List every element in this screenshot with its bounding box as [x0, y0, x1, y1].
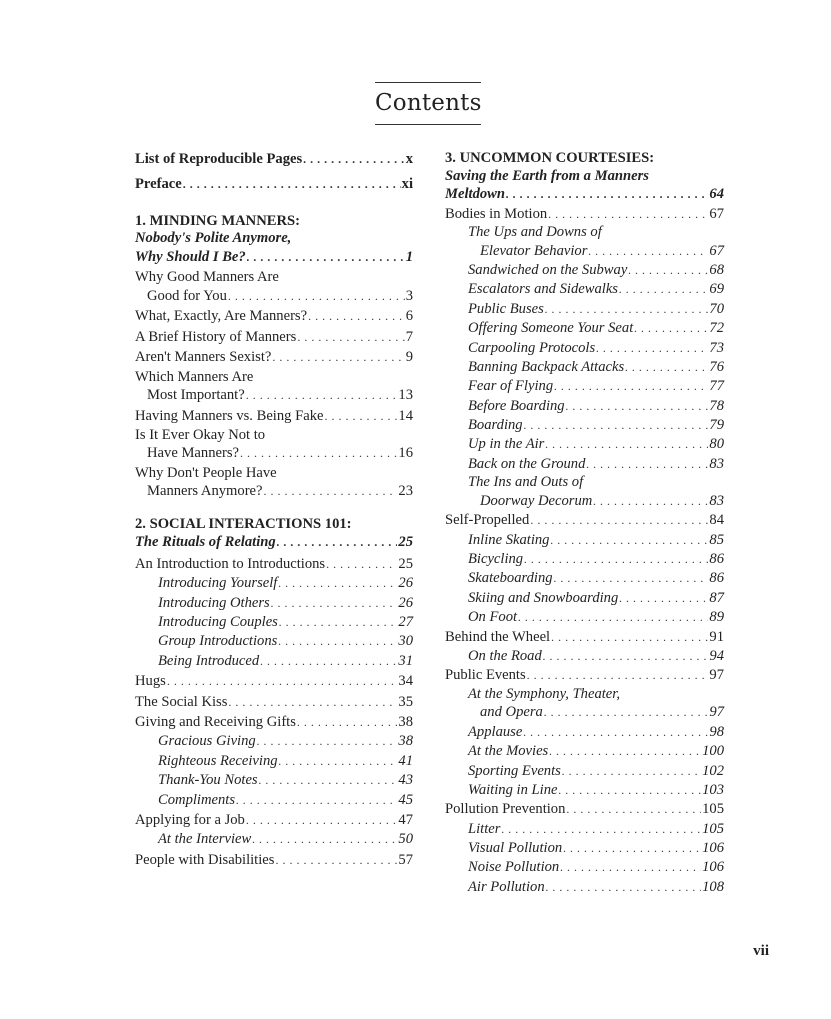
- leader-dots: [271, 594, 398, 613]
- entry-label: Having Manners vs. Being Fake: [135, 407, 324, 424]
- entry-label: Manners Anymore?: [147, 483, 263, 500]
- chapter-1-subtitle-line1: Nobody's Polite Anymore,: [135, 230, 292, 247]
- entry-page: 89: [709, 609, 724, 626]
- leader-dots: [586, 455, 708, 474]
- entry-page: 103: [702, 781, 724, 798]
- entry-page: 67: [709, 242, 724, 259]
- entry-label: Escalators and Sidewalks: [468, 281, 618, 298]
- leader-dots: [518, 608, 708, 627]
- toc-subentry[interactable]: [445, 781, 724, 800]
- entry-page: 79: [709, 417, 724, 434]
- entry-page: xi: [401, 176, 413, 193]
- leader-dots: [560, 858, 701, 877]
- toc-entry[interactable]: [445, 628, 724, 647]
- leader-dots: [619, 280, 708, 299]
- leader-dots: [246, 811, 398, 830]
- toc-subentry[interactable]: [445, 531, 724, 550]
- entry-label: Preface: [135, 176, 182, 193]
- toc-subentry[interactable]: [445, 319, 724, 338]
- entry-label: Self-Propelled: [445, 512, 530, 529]
- leader-dots: [634, 319, 708, 338]
- toc-entry-label-line: Is It Ever Okay Not to: [135, 426, 266, 443]
- entry-label: Noise Pollution: [468, 859, 560, 876]
- leader-dots: [297, 328, 404, 347]
- toc-subentry[interactable]: [445, 589, 724, 608]
- entry-label: Skateboarding: [468, 570, 553, 587]
- entry-page: 43: [398, 772, 413, 789]
- entry-label: Public Buses: [468, 300, 544, 317]
- entry-page: 98: [709, 723, 724, 740]
- leader-dots: [264, 482, 398, 501]
- entry-page: 83: [709, 455, 724, 472]
- entry-page: 25: [398, 555, 413, 572]
- toc-subentry[interactable]: [445, 492, 724, 511]
- toc-entry[interactable]: [135, 348, 413, 367]
- entry-page: 23: [398, 483, 413, 500]
- toc-entry-reproducible[interactable]: [135, 150, 413, 169]
- entry-page: 86: [709, 570, 724, 587]
- entry-label: What, Exactly, Are Manners?: [135, 308, 308, 325]
- toc-subentry[interactable]: [445, 878, 724, 897]
- toc-entry[interactable]: [135, 444, 413, 463]
- entry-label: People with Disabilities: [135, 851, 275, 868]
- entry-label: Introducing Couples: [158, 614, 278, 631]
- chapter-2-heading: 2. SOCIAL INTERACTIONS 101:: [135, 515, 352, 532]
- entry-label: and Opera: [480, 704, 543, 721]
- entry-page: 80: [709, 436, 724, 453]
- leader-dots: [544, 703, 709, 722]
- entry-page: 57: [398, 851, 413, 868]
- entry-label: Compliments: [158, 791, 236, 808]
- entry-page: 13: [398, 387, 413, 404]
- chapter-1-entry[interactable]: [135, 248, 413, 267]
- leader-dots: [530, 511, 708, 530]
- entry-label: Up in the Air: [468, 436, 545, 453]
- entry-page: x: [405, 151, 413, 167]
- entry-page: 91: [709, 628, 724, 645]
- entry-label: Thank-You Notes: [158, 772, 258, 789]
- toc-entry[interactable]: [135, 386, 413, 405]
- entry-page: 16: [398, 445, 413, 462]
- leader-dots: [628, 261, 708, 280]
- entry-label: List of Reproducible Pages: [135, 151, 303, 167]
- toc-subentry[interactable]: [135, 771, 413, 790]
- entry-page: 84: [709, 512, 724, 529]
- toc-subentry[interactable]: [135, 652, 413, 671]
- toc-entry[interactable]: [445, 205, 724, 224]
- toc-subentry[interactable]: [445, 608, 724, 627]
- entry-label: Elevator Behavior: [480, 242, 588, 259]
- entry-page: 108: [702, 878, 724, 895]
- leader-dots: [550, 531, 708, 550]
- entry-label: Pollution Prevention: [445, 801, 566, 818]
- entry-label: Applying for a Job: [135, 811, 245, 828]
- entry-page: 3: [405, 287, 413, 304]
- entry-label: Applause: [468, 723, 523, 740]
- chapter-2-entry[interactable]: [135, 533, 413, 552]
- entry-label: Bodies in Motion: [445, 205, 548, 222]
- leader-dots: [252, 830, 397, 849]
- toc-entry[interactable]: [135, 811, 413, 830]
- leader-dots: [588, 242, 708, 261]
- entry-label: Banning Backpack Attacks: [468, 358, 625, 375]
- leader-dots: [546, 878, 701, 897]
- leader-dots: [524, 416, 709, 435]
- leader-dots: [228, 287, 405, 306]
- entry-page: 86: [709, 551, 724, 568]
- leader-dots: [543, 647, 709, 666]
- toc-entry[interactable]: [135, 328, 413, 347]
- toc-entry[interactable]: [445, 666, 724, 685]
- entry-page: 102: [702, 762, 724, 779]
- entry-label: Have Manners?: [147, 445, 239, 462]
- toc-subentry[interactable]: [135, 613, 413, 632]
- toc-subentry[interactable]: [135, 632, 413, 651]
- toc-subentry[interactable]: [445, 762, 724, 781]
- leader-dots: [278, 574, 397, 593]
- chapter-3-entry[interactable]: [445, 185, 724, 204]
- entry-page: 105: [702, 820, 724, 837]
- leader-dots: [246, 386, 398, 405]
- entry-page: 38: [398, 713, 413, 730]
- entry-label: The Rituals of Relating: [135, 534, 276, 551]
- entry-page: 85: [709, 531, 724, 548]
- entry-page: 31: [398, 652, 413, 669]
- entry-page: 26: [398, 594, 413, 611]
- entry-page: 100: [702, 743, 724, 760]
- entry-label: Sandwiched on the Subway: [468, 261, 628, 278]
- entry-page: 106: [702, 840, 724, 857]
- leader-dots: [279, 613, 398, 632]
- entry-label: Air Pollution: [468, 878, 545, 895]
- toc-subentry-label-line: The Ups and Downs of: [468, 223, 602, 240]
- chapter-3-subtitle-line1: Saving the Earth from a Manners: [445, 167, 649, 184]
- leader-dots: [167, 672, 398, 691]
- entry-label: Introducing Yourself: [158, 575, 278, 592]
- entry-label: Back on the Ground: [468, 455, 586, 472]
- toc-subentry[interactable]: [445, 242, 724, 261]
- toc-subentry[interactable]: [445, 435, 724, 454]
- leader-dots: [297, 713, 397, 732]
- entry-page: 77: [709, 378, 724, 395]
- leader-dots: [545, 300, 709, 319]
- leader-dots: [324, 407, 397, 426]
- leader-dots: [625, 358, 708, 377]
- toc-subentry[interactable]: [445, 455, 724, 474]
- entry-page: 41: [398, 752, 413, 769]
- entry-page: 94: [709, 647, 724, 664]
- entry-label: Inline Skating: [468, 531, 550, 548]
- leader-dots: [554, 569, 709, 588]
- entry-page: 72: [709, 320, 724, 337]
- toc-left-column: [135, 150, 413, 870]
- entry-label: Hugs: [135, 673, 166, 690]
- leader-dots: [527, 666, 709, 685]
- entry-page: 70: [709, 300, 724, 317]
- leader-dots: [596, 339, 708, 358]
- toc-subentry[interactable]: [135, 574, 413, 593]
- entry-page: 50: [398, 831, 413, 848]
- toc-subentry[interactable]: [135, 791, 413, 810]
- entry-page: 106: [702, 859, 724, 876]
- toc-subentry[interactable]: [445, 550, 724, 569]
- toc-entry[interactable]: [135, 672, 413, 691]
- entry-page: 97: [709, 704, 724, 721]
- toc-subentry[interactable]: [445, 280, 724, 299]
- toc-subentry-label-line: At the Symphony, Theater,: [468, 685, 620, 702]
- entry-page: 38: [398, 733, 413, 750]
- entry-page: 35: [398, 693, 413, 710]
- entry-page: 26: [398, 575, 413, 592]
- leader-dots: [524, 550, 708, 569]
- toc-subentry[interactable]: [445, 261, 724, 280]
- toc-entry-label-line: Why Good Manners Are: [135, 269, 279, 286]
- toc-entry[interactable]: [135, 555, 413, 574]
- toc-subentry[interactable]: [135, 732, 413, 751]
- entry-page: 1: [405, 248, 413, 265]
- entry-label: Fear of Flying: [468, 378, 554, 395]
- entry-label: Good for You: [147, 287, 227, 304]
- toc-entry[interactable]: [135, 693, 413, 712]
- entry-label: Most Important?: [147, 387, 245, 404]
- entry-page: 68: [709, 261, 724, 278]
- leader-dots: [183, 175, 401, 194]
- toc-entry[interactable]: [135, 407, 413, 426]
- leader-dots: [240, 444, 397, 463]
- toc-entry[interactable]: [135, 851, 413, 870]
- toc-subentry[interactable]: [135, 752, 413, 771]
- entry-page: 30: [398, 633, 413, 650]
- leader-dots: [562, 762, 701, 781]
- toc-subentry[interactable]: [445, 742, 724, 761]
- entry-page: 7: [405, 328, 413, 345]
- entry-page: 73: [709, 339, 724, 356]
- leader-dots: [303, 150, 405, 169]
- entry-label: Sporting Events: [468, 762, 561, 779]
- toc-subentry-label-line: The Ins and Outs of: [468, 474, 584, 491]
- leader-dots: [549, 742, 701, 761]
- toc-right-column: [445, 150, 724, 897]
- chapter-3-heading: 3. UNCOMMON COURTESIES:: [445, 150, 655, 166]
- toc-entry-label-line: Which Manners Are: [135, 368, 254, 385]
- entry-page: 25: [398, 534, 413, 551]
- leader-dots: [558, 781, 701, 800]
- entry-page: 34: [398, 673, 413, 690]
- entry-label: Aren't Manners Sexist?: [135, 349, 272, 366]
- entry-label: Before Boarding: [468, 397, 565, 414]
- toc-entry[interactable]: [445, 511, 724, 530]
- entry-page: 6: [405, 308, 413, 325]
- leader-dots: [228, 693, 397, 712]
- chapter-1-heading: 1. MINDING MANNERS:: [135, 212, 300, 229]
- leader-dots: [545, 435, 708, 454]
- leader-dots: [236, 791, 397, 810]
- toc-entry[interactable]: [445, 800, 724, 819]
- entry-page: 47: [398, 811, 413, 828]
- entry-label: Why Should I Be?: [135, 248, 246, 265]
- toc-subentry[interactable]: [135, 594, 413, 613]
- toc-entry[interactable]: [135, 307, 413, 326]
- entry-label: At the Movies: [468, 743, 549, 760]
- entry-label: Offering Someone Your Seat: [468, 320, 634, 337]
- page-number: vii: [753, 943, 769, 959]
- entry-page: 97: [709, 667, 724, 684]
- entry-label: Bicycling: [468, 551, 524, 568]
- leader-dots: [563, 839, 701, 858]
- leader-dots: [501, 820, 701, 839]
- leader-dots: [259, 771, 398, 790]
- entry-label: Doorway Decorum: [480, 492, 593, 509]
- entry-page: 76: [709, 358, 724, 375]
- entry-label: Group Introductions: [158, 633, 278, 650]
- entry-label: Public Events: [445, 667, 526, 684]
- entry-label: Boarding: [468, 417, 523, 434]
- leader-dots: [278, 632, 397, 651]
- toc-subentry[interactable]: [445, 397, 724, 416]
- leader-dots: [554, 377, 708, 396]
- toc-subentry[interactable]: [445, 839, 724, 858]
- leader-dots: [619, 589, 708, 608]
- entry-page: 14: [398, 407, 413, 424]
- leader-dots: [275, 851, 397, 870]
- leader-dots: [326, 555, 397, 574]
- entry-label: On Foot: [468, 609, 518, 626]
- entry-page: 83: [709, 492, 724, 509]
- entry-label: Introducing Others: [158, 594, 270, 611]
- leader-dots: [523, 723, 708, 742]
- entry-label: Visual Pollution: [468, 840, 563, 857]
- entry-page: 78: [709, 397, 724, 414]
- entry-label: Waiting in Line: [468, 781, 558, 798]
- toc-entry-label-line: Why Don't People Have: [135, 464, 277, 481]
- page-title: Contents: [375, 90, 482, 116]
- entry-label: Behind the Wheel: [445, 628, 551, 645]
- entry-label: Litter: [468, 820, 501, 837]
- leader-dots: [566, 800, 701, 819]
- toc-subentry[interactable]: [445, 647, 724, 666]
- toc-entry[interactable]: [135, 713, 413, 732]
- toc-subentry[interactable]: [445, 377, 724, 396]
- entry-label: On the Road: [468, 647, 542, 664]
- toc-entry[interactable]: [135, 482, 413, 501]
- leader-dots: [308, 307, 405, 326]
- entry-label: Being Introduced: [158, 652, 260, 669]
- entry-page: 67: [709, 205, 724, 222]
- entry-label: Skiing and Snowboarding: [468, 589, 619, 606]
- leader-dots: [260, 652, 397, 671]
- entry-page: 45: [398, 791, 413, 808]
- entry-label: At the Interview: [158, 831, 252, 848]
- entry-page: 69: [709, 281, 724, 298]
- leader-dots: [566, 397, 709, 416]
- entry-page: 87: [709, 589, 724, 606]
- toc-subentry[interactable]: [135, 830, 413, 849]
- entry-label: Righteous Receiving: [158, 752, 278, 769]
- leader-dots: [247, 248, 405, 267]
- toc-subentry[interactable]: [445, 723, 724, 742]
- entry-label: A Brief History of Manners: [135, 328, 297, 345]
- entry-page: 9: [405, 349, 413, 366]
- toc-subentry[interactable]: [445, 820, 724, 839]
- toc-subentry[interactable]: [445, 703, 724, 722]
- title-bottom-rule: [375, 124, 481, 125]
- title-block: [375, 82, 481, 125]
- entry-label: Gracious Giving: [158, 733, 256, 750]
- entry-label: An Introduction to Introductions: [135, 555, 326, 572]
- title-top-rule: [375, 82, 481, 83]
- entry-page: 105: [702, 801, 724, 818]
- toc-subentry[interactable]: [445, 339, 724, 358]
- entry-page: 27: [398, 614, 413, 631]
- entry-page: 64: [709, 186, 724, 203]
- entry-label: Meltdown: [445, 186, 506, 203]
- toc-subentry[interactable]: [445, 858, 724, 877]
- toc-subentry[interactable]: [445, 300, 724, 319]
- leader-dots: [272, 348, 404, 367]
- leader-dots: [257, 732, 398, 751]
- toc-entry[interactable]: [135, 287, 413, 306]
- toc-subentry[interactable]: [445, 416, 724, 435]
- leader-dots: [551, 628, 708, 647]
- leader-dots: [548, 205, 708, 224]
- leader-dots: [279, 752, 398, 771]
- entry-label: Giving and Receiving Gifts: [135, 713, 296, 730]
- leader-dots: [277, 533, 398, 552]
- entry-label: The Social Kiss: [135, 693, 228, 710]
- toc-subentry[interactable]: [445, 358, 724, 377]
- leader-dots: [506, 185, 708, 204]
- toc-subentry[interactable]: [445, 569, 724, 588]
- toc-entry-preface[interactable]: [135, 175, 413, 194]
- leader-dots: [593, 492, 708, 511]
- entry-label: Carpooling Protocols: [468, 339, 596, 356]
